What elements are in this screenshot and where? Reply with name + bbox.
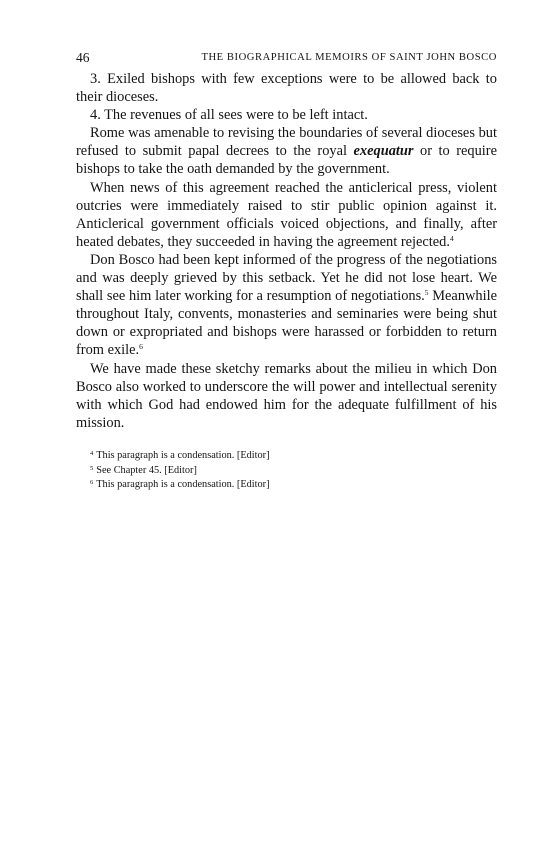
- book-page: [76, 50, 497, 492]
- footnotes: [76, 448, 497, 492]
- footnote: [90, 463, 497, 478]
- footnote-text: This paragraph is a condensation. [Editor]: [96, 449, 270, 461]
- paragraph-2: 4. The revenues of all sees were to be left intact.: [90, 107, 368, 124]
- paragraph-3: [76, 124, 497, 178]
- paragraph-3-text-a: Rome was amenable to revising the boundaries of several dioceses but refused to submit papal decrees to the royal: [76, 125, 497, 160]
- footnote-ref-5: 5: [424, 288, 429, 298]
- footnote-ref-6: 6: [139, 342, 143, 352]
- paragraph-3-text-b: or to require bishops to take the oath demanded by the government.: [76, 143, 497, 178]
- paragraph-4-text: When news of this agreement reached the anticlerical press, violent outcries were immediately raised to stir public opinion against it. Anticlerical government officials voiced objections, and finally, after heated debates, they succeeded in having the agreement rejected.: [76, 179, 497, 250]
- footnote: [90, 448, 497, 463]
- footnote-ref-4: 4: [449, 233, 454, 243]
- running-title: THE BIOGRAPHICAL MEMOIRS OF SAINT JOHN BOSCO: [201, 52, 497, 63]
- footnote-text: See Chapter 45. [Editor]: [96, 464, 197, 476]
- footnote-text: This paragraph is a condensation. [Editor]: [96, 479, 270, 491]
- paragraph-5: [76, 251, 497, 360]
- paragraph-5-text-b: Meanwhile throughout Italy, convents, monasteries and seminaries were being shut down or expropriated and bishops were harassed or forbidden to return from exile.: [76, 288, 497, 359]
- page-number: 46: [76, 50, 90, 65]
- running-head: [76, 50, 497, 70]
- exequatur-term: exequatur: [353, 143, 414, 160]
- paragraph-6: We have made these sketchy remarks about the milieu in which Don Bosco also worked to underscore the will power and intellectual serenity with which God had endowed him for the adequate fulfillment of his mission.: [76, 360, 497, 431]
- paragraph-1: 3. Exiled bishops with few exceptions were to be allowed back to their dioceses.: [76, 71, 497, 106]
- paragraph-5-text-a: Don Bosco had been kept informed of the progress of the negotiations and was deeply grieved by this setback. Yet he did not lose heart. We shall see him later working for a resumption of negotiations.: [76, 251, 497, 305]
- paragraph-4: [76, 179, 497, 251]
- footnote-mark: 5: [90, 464, 94, 472]
- footnote-mark: 4: [90, 449, 94, 457]
- footnote-mark: 6: [90, 479, 94, 487]
- footnote: [90, 477, 497, 492]
- body-text: [76, 70, 497, 432]
